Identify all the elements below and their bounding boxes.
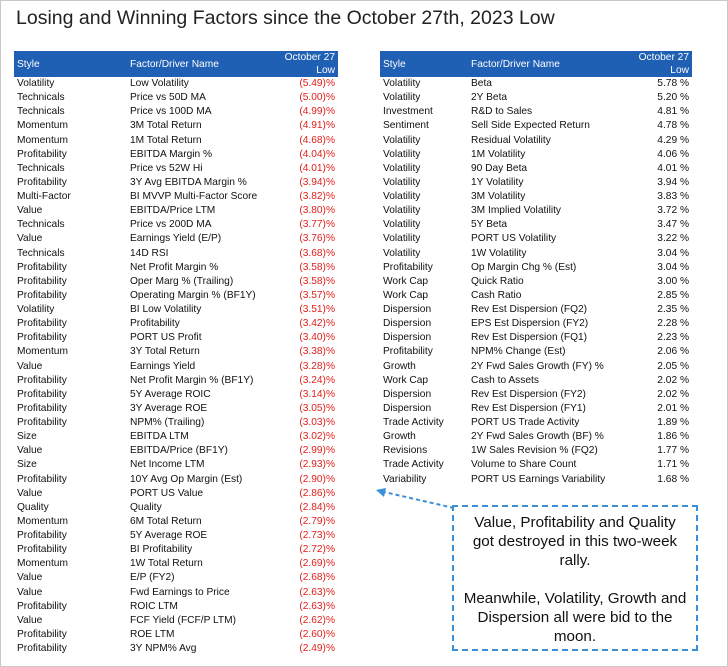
table-row — [380, 303, 692, 317]
style-cell: Profitability — [17, 643, 67, 654]
style-cell: Profitability — [17, 544, 67, 556]
table-row — [14, 600, 338, 614]
factor-name-cell: Rev Est Dispersion (FQ1) — [471, 332, 588, 344]
table-row — [14, 303, 338, 317]
style-cell: Volatility — [383, 92, 421, 104]
value-cell: 2.06 % — [657, 346, 689, 358]
factor-name-cell: 1W Sales Revision % (FQ2) — [471, 445, 598, 457]
style-cell: Multi-Factor — [17, 191, 71, 202]
factor-name-cell: BI Low Volatility — [130, 304, 202, 315]
factor-name-cell: Quality — [130, 501, 162, 513]
value-cell: 4.81 % — [657, 106, 689, 118]
style-cell: Profitability — [17, 289, 67, 301]
value-cell: 2.85 % — [657, 289, 689, 301]
value-cell: 2.28 % — [657, 318, 689, 330]
factor-name-cell: 10Y Avg Op Margin (Est) — [130, 473, 243, 485]
table-row — [14, 91, 338, 105]
table-row — [380, 331, 692, 345]
style-cell: Profitability — [17, 261, 67, 273]
factor-name-cell: 2Y Fwd Sales Growth (BF) % — [471, 431, 604, 443]
factor-name-cell: EBITDA/Price (BF1Y) — [130, 445, 228, 457]
table-row — [14, 345, 338, 359]
style-cell: Momentum — [17, 346, 68, 358]
style-cell: Profitability — [383, 346, 433, 358]
value-cell: (2.63)% — [299, 600, 335, 612]
value-cell: 2.35 % — [657, 304, 689, 315]
table-row — [380, 91, 692, 105]
table-row — [380, 317, 692, 331]
style-cell: Value — [17, 205, 43, 217]
losing-factors-table — [14, 51, 338, 656]
style-cell: Profitability — [17, 318, 67, 330]
style-cell: Volatility — [383, 219, 421, 231]
value-cell: 1.89 % — [657, 417, 689, 428]
factor-name-cell: ROIC LTM — [130, 600, 178, 612]
table-row — [380, 374, 692, 388]
value-cell: 3.22 % — [657, 233, 689, 245]
factor-name-cell: Quick Ratio — [471, 275, 524, 287]
factor-name-cell: Price vs 52W Hi — [130, 162, 203, 174]
value-cell: (2.86)% — [299, 487, 335, 499]
value-cell: 2.23 % — [657, 332, 689, 344]
factor-name-cell: Net Profit Margin % — [130, 261, 219, 273]
value-cell: (4.01)% — [299, 162, 335, 174]
style-cell: Volatility — [383, 233, 421, 245]
style-cell: Work Cap — [383, 374, 429, 386]
factor-name-cell: Net Profit Margin % (BF1Y) — [130, 374, 254, 386]
table-row — [14, 148, 338, 162]
style-cell: Profitability — [17, 275, 67, 287]
column-header-style: Style — [14, 51, 127, 77]
factor-name-cell: EPS Est Dispersion (FY2) — [471, 318, 589, 330]
value-cell: (2.79)% — [299, 515, 335, 527]
style-cell: Momentum — [17, 558, 68, 570]
value-cell: 3.47 % — [657, 219, 689, 231]
value-cell: 4.01 % — [657, 162, 689, 174]
column-header-value: October 27 Low — [620, 51, 692, 77]
value-cell: (3.51)% — [299, 304, 335, 315]
value-cell: (3.57)% — [299, 289, 335, 301]
factor-name-cell: Volume to Share Count — [471, 459, 577, 471]
table-row — [14, 515, 338, 529]
style-cell: Growth — [383, 431, 416, 443]
value-cell: (5.00)% — [299, 92, 335, 104]
table-row — [14, 261, 338, 275]
value-cell: (2.84)% — [299, 501, 335, 513]
style-cell: Dispersion — [383, 402, 432, 414]
table-header-row — [380, 51, 692, 77]
table-row — [380, 176, 692, 190]
table-row — [380, 388, 692, 402]
factor-name-cell: NPM% Change (Est) — [471, 346, 566, 358]
value-cell: (4.04)% — [299, 148, 335, 160]
value-cell: (4.91)% — [299, 120, 335, 132]
table-row — [14, 247, 338, 261]
style-cell: Volatility — [383, 191, 421, 202]
value-cell: (2.69)% — [299, 558, 335, 570]
value-cell: (3.94)% — [299, 176, 335, 188]
table-row — [14, 529, 338, 543]
value-cell: (3.68)% — [299, 247, 335, 259]
table-row — [380, 289, 692, 303]
factor-name-cell: BI Profitability — [130, 544, 193, 556]
winning-factors-table — [380, 51, 692, 487]
table-row — [380, 360, 692, 374]
table-row — [14, 218, 338, 232]
factor-name-cell: 3M Volatility — [471, 191, 526, 202]
value-cell: (2.68)% — [299, 572, 335, 584]
style-cell: Sentiment — [383, 120, 429, 132]
style-cell: Profitability — [17, 388, 67, 400]
value-cell: 1.71 % — [657, 459, 689, 471]
style-cell: Volatility — [383, 247, 421, 259]
factor-name-cell: Sell Side Expected Return — [471, 120, 590, 132]
style-cell: Volatility — [17, 78, 55, 89]
value-cell: 2.02 % — [657, 374, 689, 386]
style-cell: Profitability — [17, 530, 67, 541]
value-cell: 4.78 % — [657, 120, 689, 132]
factor-name-cell: 6M Total Return — [130, 515, 202, 527]
value-cell: 4.29 % — [657, 134, 689, 146]
table-row — [380, 148, 692, 162]
factor-name-cell: 3Y NPM% Avg — [130, 643, 197, 654]
factor-name-cell: R&D to Sales — [471, 106, 533, 118]
style-cell: Work Cap — [383, 275, 429, 287]
callout-note — [452, 505, 698, 651]
value-cell: (3.58)% — [299, 261, 335, 273]
factor-name-cell: 3M Total Return — [130, 120, 202, 132]
value-cell: 5.78 % — [657, 78, 689, 89]
value-cell: (3.76)% — [299, 233, 335, 245]
factor-name-cell: Low Volatility — [130, 78, 189, 89]
note-paragraph-1: Value, Profitability and Quality got destroyed in this two-week rally. — [472, 514, 678, 569]
value-cell: 3.04 % — [657, 247, 689, 259]
factor-name-cell: 3M Implied Volatility — [471, 205, 562, 217]
table-row — [380, 402, 692, 416]
factor-name-cell: 1M Volatility — [471, 148, 526, 160]
table-row — [14, 317, 338, 331]
style-cell: Value — [17, 445, 43, 457]
table-row — [14, 190, 338, 204]
style-cell: Profitability — [17, 473, 67, 485]
column-header-style: Style — [380, 51, 468, 77]
factor-name-cell: E/P (FY2) — [130, 572, 175, 584]
style-cell: Profitability — [17, 332, 67, 344]
style-cell: Value — [17, 614, 43, 626]
table-row — [14, 416, 338, 430]
style-cell: Profitability — [17, 402, 67, 414]
column-header-factor: Factor/Driver Name — [468, 51, 620, 77]
factor-name-cell: EBITDA Margin % — [130, 148, 213, 160]
table-row — [14, 473, 338, 487]
value-cell: (2.49)% — [299, 643, 335, 654]
style-cell: Profitability — [17, 600, 67, 612]
style-cell: Momentum — [17, 515, 68, 527]
table-row — [14, 289, 338, 303]
factor-name-cell: 2Y Beta — [471, 92, 508, 104]
table-row — [380, 430, 692, 444]
table-row — [380, 473, 692, 487]
style-cell: Momentum — [17, 120, 68, 132]
table-row — [380, 218, 692, 232]
table-row — [14, 162, 338, 176]
factor-name-cell: Op Margin Chg % (Est) — [471, 261, 577, 273]
style-cell: Profitability — [17, 628, 67, 640]
value-cell: 5.20 % — [657, 92, 689, 104]
table-row — [14, 374, 338, 388]
style-cell: Quality — [17, 501, 49, 513]
factor-name-cell: Profitability — [130, 318, 180, 330]
table-row — [380, 345, 692, 359]
value-cell: (3.14)% — [299, 388, 335, 400]
table-row — [380, 134, 692, 148]
factor-name-cell: 1W Volatility — [471, 247, 527, 259]
style-cell: Volatility — [383, 205, 421, 217]
factor-name-cell: Rev Est Dispersion (FY2) — [471, 388, 586, 400]
table-row — [380, 247, 692, 261]
value-cell: 3.94 % — [657, 176, 689, 188]
table-row — [14, 430, 338, 444]
value-cell: 1.86 % — [657, 431, 689, 443]
table-row — [14, 402, 338, 416]
table-row — [380, 232, 692, 246]
factor-name-cell: PORT US Value — [130, 487, 204, 499]
table-row — [14, 571, 338, 585]
style-cell: Dispersion — [383, 304, 432, 315]
table-row — [14, 331, 338, 345]
value-cell: (3.38)% — [299, 346, 335, 358]
table-row — [14, 614, 338, 628]
style-cell: Technicals — [17, 92, 65, 104]
factor-name-cell: FCF Yield (FCF/P LTM) — [130, 614, 237, 626]
style-cell: Volatility — [17, 304, 55, 315]
style-cell: Technicals — [17, 219, 65, 231]
value-cell: (5.49)% — [299, 78, 335, 89]
table-row — [380, 275, 692, 289]
factor-name-cell: BI MVVP Multi-Factor Score — [130, 191, 258, 202]
style-cell: Profitability — [383, 261, 433, 273]
style-cell: Size — [17, 459, 37, 471]
style-cell: Volatility — [383, 78, 421, 89]
factor-name-cell: 2Y Fwd Sales Growth (FY) % — [471, 360, 604, 372]
table-row — [380, 458, 692, 472]
factor-name-cell: Net Income LTM — [130, 459, 205, 471]
note-paragraph-2: Meanwhile, Volatility, Growth and Dispersion all were bid to the moon. — [463, 590, 687, 645]
table-row — [14, 501, 338, 515]
style-cell: Volatility — [383, 148, 421, 160]
value-cell: (2.72)% — [299, 544, 335, 556]
table-row — [14, 487, 338, 501]
table-row — [380, 204, 692, 218]
table-row — [380, 444, 692, 458]
table-row — [14, 204, 338, 218]
style-cell: Growth — [383, 360, 416, 372]
style-cell: Value — [17, 586, 43, 598]
table-row — [380, 261, 692, 275]
style-cell: Volatility — [383, 134, 421, 146]
style-cell: Volatility — [383, 162, 421, 174]
value-cell: (3.03)% — [299, 417, 335, 428]
style-cell: Technicals — [17, 162, 65, 174]
style-cell: Value — [17, 233, 43, 245]
value-cell: (4.99)% — [299, 106, 335, 118]
factor-name-cell: Price vs 200D MA — [130, 219, 212, 231]
table-row — [14, 586, 338, 600]
value-cell: (2.63)% — [299, 586, 335, 598]
factor-name-cell: PORT US Trade Activity — [471, 417, 580, 428]
table-row — [14, 176, 338, 190]
style-cell: Variability — [383, 473, 427, 485]
table-header-row — [14, 51, 338, 77]
style-cell: Value — [17, 572, 43, 584]
value-cell: (3.02)% — [299, 431, 335, 443]
style-cell: Profitability — [17, 148, 67, 160]
column-header-factor: Factor/Driver Name — [127, 51, 265, 77]
value-cell: 1.77 % — [657, 445, 689, 457]
callout-arrow — [370, 486, 460, 516]
value-cell: (2.93)% — [299, 459, 335, 471]
style-cell: Value — [17, 487, 43, 499]
factor-name-cell: EBITDA/Price LTM — [130, 205, 216, 217]
style-cell: Momentum — [17, 134, 68, 146]
table-row — [14, 77, 338, 91]
style-cell: Technicals — [17, 106, 65, 118]
factor-name-cell: Oper Marg % (Trailing) — [130, 275, 234, 287]
value-cell: (3.77)% — [299, 219, 335, 231]
factor-name-cell: 1M Total Return — [130, 134, 202, 146]
value-cell: 2.05 % — [657, 360, 689, 372]
table-row — [380, 190, 692, 204]
value-cell: (2.60)% — [299, 628, 335, 640]
table-row — [14, 543, 338, 557]
table-row — [380, 416, 692, 430]
factor-name-cell: Earnings Yield — [130, 360, 196, 372]
table-row — [380, 162, 692, 176]
style-cell: Profitability — [17, 374, 67, 386]
value-cell: 3.00 % — [657, 275, 689, 287]
table-row — [14, 444, 338, 458]
style-cell: Dispersion — [383, 318, 432, 330]
style-cell: Dispersion — [383, 332, 432, 344]
table-row — [14, 628, 338, 642]
factor-name-cell: 1Y Volatility — [471, 176, 524, 188]
factor-name-cell: Earnings Yield (E/P) — [130, 233, 222, 245]
factor-name-cell: 5Y Beta — [471, 219, 508, 231]
value-cell: 1.68 % — [657, 473, 689, 485]
table-row — [14, 642, 338, 656]
value-cell: 3.04 % — [657, 261, 689, 273]
style-cell: Work Cap — [383, 289, 429, 301]
factor-name-cell: Price vs 100D MA — [130, 106, 212, 118]
table-row — [14, 360, 338, 374]
factor-name-cell: PORT US Volatility — [471, 233, 557, 245]
style-cell: Trade Activity — [383, 459, 444, 471]
style-cell: Trade Activity — [383, 417, 444, 428]
value-cell: (2.73)% — [299, 530, 335, 541]
value-cell: (2.99)% — [299, 445, 335, 457]
table-row — [380, 105, 692, 119]
factor-name-cell: 1W Total Return — [130, 558, 203, 570]
style-cell: Value — [17, 360, 43, 372]
value-cell: (3.42)% — [299, 318, 335, 330]
factor-name-cell: NPM% (Trailing) — [130, 417, 205, 428]
value-cell: 2.02 % — [657, 388, 689, 400]
style-cell: Profitability — [17, 176, 67, 188]
table-row — [14, 119, 338, 133]
value-cell: (4.68)% — [299, 134, 335, 146]
factor-name-cell: 5Y Average ROIC — [130, 388, 211, 400]
factor-name-cell: Rev Est Dispersion (FQ2) — [471, 304, 588, 315]
style-cell: Profitability — [17, 417, 67, 428]
table-row — [14, 232, 338, 246]
table-row — [14, 105, 338, 119]
factor-name-cell: 3Y Avg EBITDA Margin % — [130, 176, 247, 188]
factor-name-cell: Price vs 50D MA — [130, 92, 206, 104]
value-cell: (3.24)% — [299, 374, 335, 386]
style-cell: Investment — [383, 106, 433, 118]
table-row — [14, 275, 338, 289]
factor-name-cell: 5Y Average ROE — [130, 530, 208, 541]
value-cell: 2.01 % — [657, 402, 689, 414]
factor-name-cell: 14D RSI — [130, 247, 169, 259]
table-row — [14, 134, 338, 148]
factor-name-cell: Beta — [471, 78, 492, 89]
value-cell: (3.82)% — [299, 191, 335, 202]
value-cell: 3.83 % — [657, 191, 689, 202]
page-title: Losing and Winning Factors since the October 27th, 2023 Low — [16, 7, 555, 29]
value-cell: (3.80)% — [299, 205, 335, 217]
factor-name-cell: 90 Day Beta — [471, 162, 528, 174]
value-cell: (3.58)% — [299, 275, 335, 287]
style-cell: Technicals — [17, 247, 65, 259]
value-cell: 3.72 % — [657, 205, 689, 217]
value-cell: 4.06 % — [657, 148, 689, 160]
factor-name-cell: Cash to Assets — [471, 374, 539, 386]
factor-name-cell: EBITDA LTM — [130, 431, 189, 443]
factor-name-cell: Operating Margin % (BF1Y) — [130, 289, 256, 301]
table-row — [14, 388, 338, 402]
table-row — [380, 77, 692, 91]
factor-name-cell: PORT US Profit — [130, 332, 202, 344]
table-row — [14, 557, 338, 571]
table-row — [380, 119, 692, 133]
factor-name-cell: 3Y Average ROE — [130, 402, 208, 414]
style-cell: Volatility — [383, 176, 421, 188]
style-cell: Dispersion — [383, 388, 432, 400]
column-header-value: October 27 Low — [265, 51, 338, 77]
factor-name-cell: Residual Volatility — [471, 134, 551, 146]
style-cell: Size — [17, 431, 37, 443]
value-cell: (2.90)% — [299, 473, 335, 485]
factor-name-cell: Fwd Earnings to Price — [130, 586, 230, 598]
table-row — [14, 458, 338, 472]
value-cell: (2.62)% — [299, 614, 335, 626]
factor-name-cell: 3Y Total Return — [130, 346, 200, 358]
factor-name-cell: Cash Ratio — [471, 289, 522, 301]
factor-name-cell: ROE LTM — [130, 628, 175, 640]
value-cell: (3.40)% — [299, 332, 335, 344]
value-cell: (3.05)% — [299, 402, 335, 414]
style-cell: Revisions — [383, 445, 428, 457]
factor-name-cell: PORT US Earnings Variability — [471, 473, 606, 485]
factor-name-cell: Rev Est Dispersion (FY1) — [471, 402, 586, 414]
value-cell: (3.28)% — [299, 360, 335, 372]
